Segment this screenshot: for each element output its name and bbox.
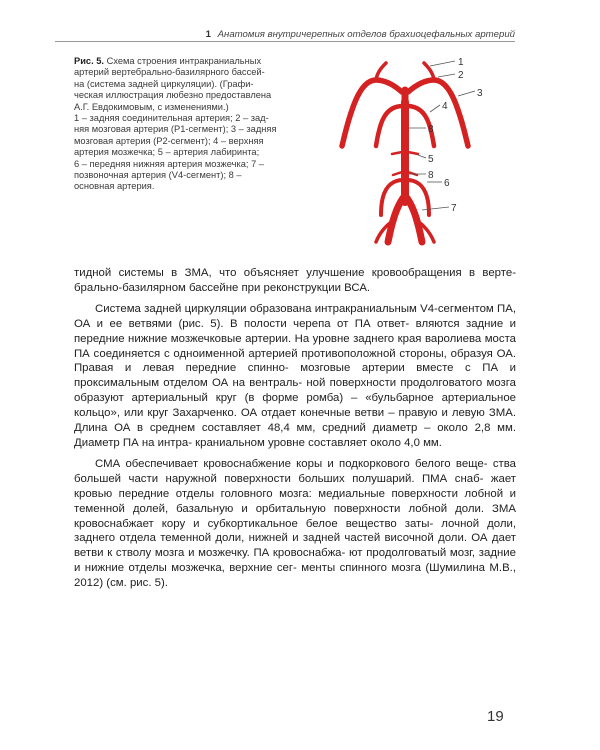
marker-4: 4: [442, 101, 448, 112]
caption-legend-line: позвоночная артерия (V4-сегмент); 8 –: [74, 170, 242, 181]
marker-8-upper: 8: [428, 124, 434, 135]
vertebrobasilar-artery-diagram: [330, 52, 500, 252]
page-number: 19: [487, 708, 504, 725]
paragraph: СМА обеспечивает кровоснабжение коры и подкоркового белого веще- ства большей части наружной поверхности больших полушарий. ПМА снаб- жает кровью передние отделы головного мозга: медиальные поверхности лобной и теменной долей, базальную и орбитальную поверхности лобной доли. ЗМА кровоснабжает кору и субкортикальное белое вещество заты- лочной доли, заднего отдела теменной доли, нижней и задней частей височной доли. ОА дает ветви к стволу мозга и мозжечку. ПА кровоснабжа- ют продолговатый мозг, задние и нижние отделы мозжечка, верхние сег- менты спинного мозга (Шумилина М.В., 2012) (см. рис. 5).: [74, 457, 516, 590]
caption-legend-line: няя мозговая артерия (P1-сегмент); 3 – задняя: [74, 124, 277, 135]
caption-legend-line: артерия мозжечка; 5 – артерия лабиринта;: [74, 147, 260, 158]
marker-1: 1: [458, 57, 464, 68]
marker-8-lower: 8: [428, 170, 434, 181]
marker-3: 3: [477, 88, 483, 99]
artery-illustration: [330, 52, 500, 252]
header-divider: [55, 41, 515, 42]
chapter-number: 1: [205, 29, 211, 40]
body-text: [74, 266, 516, 591]
figure-label: Рис. 5.: [74, 56, 105, 66]
running-title: Анатомия внутричерепных отделов брахиоцефальных артерий: [217, 29, 515, 40]
marker-5: 5: [428, 154, 434, 165]
figure-caption: [74, 56, 300, 193]
marker-6: 6: [444, 178, 450, 189]
marker-7: 7: [451, 203, 457, 214]
caption-legend-line: 1 – задняя соединительная артерия; 2 – зад-: [74, 113, 269, 124]
caption-legend-line: основная артерия.: [74, 181, 155, 192]
paragraph: Система задней циркуляции образована интракраниальным V4-сегментом ПА, ОА и ее ветвями (рис. 5). В полости черепа от ПА ответ- вляются задние и передние нижние мозжечковые артерии. На уровне заднего края варолиева моста ПА соединяется с одноименной артерией противоположной стороны, образуя ОА. Правая и левая передние спинно- мозговые артерии вместе с ПА и проксимальным отделом ОА на вентраль- ной поверхности продолговатого мозга образуют артериальный круг (в форме ромба) – «бульбарное артериальное кольцо», или круг Захарченко. ОА отдает конечные ветви – правую и левую ЗМА. Длина ОА в среднем составляет 48,4 мм, средний диаметр – около 2,8 мм. Диаметр ПА на интра- краниальном уровне составляет около 4,0 мм.: [74, 302, 516, 449]
caption-legend-line: мозговая артерия (P2-сегмент); 4 – верхняя: [74, 135, 264, 146]
caption-line: Рис. 5. Схема строения интракраниальных: [74, 56, 262, 66]
caption-line: ческая иллюстрация любезно предоставлена: [74, 90, 272, 101]
caption-line: на (система задней циркуляции). (Графи-: [74, 78, 254, 89]
running-header: [55, 29, 515, 43]
caption-line: артерий вертебрально-базилярного бассей-: [74, 67, 265, 78]
marker-2: 2: [458, 70, 464, 81]
caption-legend-line: 6 – передняя нижняя артерия мозжечка; 7 –: [74, 158, 265, 169]
caption-line: А.Г. Евдокимовым, с изменениями.): [74, 101, 229, 112]
running-header-text: [206, 29, 515, 40]
paragraph: тидной системы в ЗМА, что объясняет улучшение кровообращения в верте- брально-базилярном бассейне при реконструкции ВСА.: [74, 267, 516, 294]
